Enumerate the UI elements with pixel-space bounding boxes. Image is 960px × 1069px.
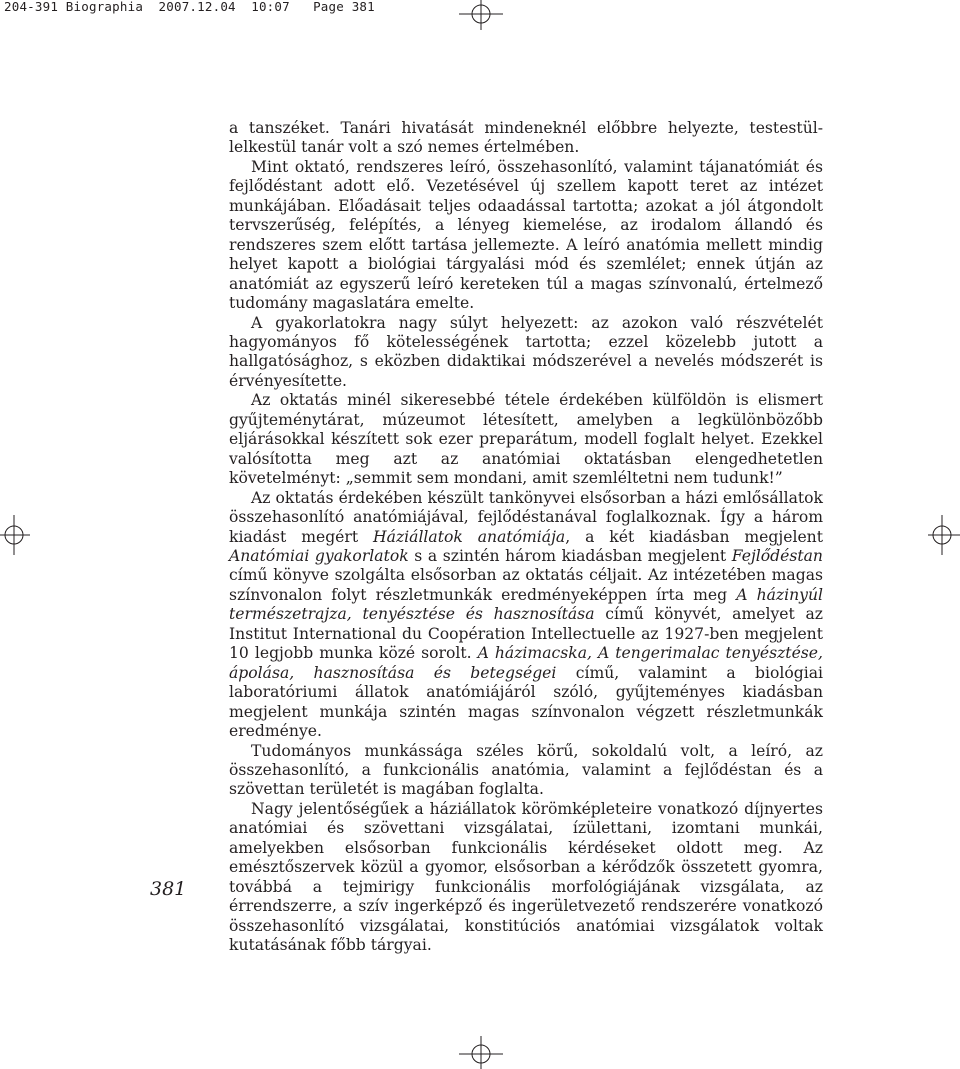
text-run: című, valamint a biológiai laboratóriumi állatok anatómiájáról szóló, gyűjteményes kiadásban megjelent munkája szintén magas színvonalon végzett részletmunkák eredménye. — [229, 663, 823, 741]
text-run: Mint oktató, rendszeres leíró, összehasonlító, valamint tájanatómiát és fejlődéstant adott elő. Vezetésével új szellem kapott teret az intézet munkájában. Előadásait teljes odaadással tartotta; azokat a jól átgondolt tervszerűség, felépítés, a lényeg kiemelése, az irodalom állandó és rendszeres szem előtt tartása jellemezte. A leíró anatómia mellett mindig helyet kapott a biológiai tárgyalási mód és szemlélet; ennek útján az anatómiát az egyszerű leíró kereteken túl a magas színvonalú, értelmező tudomány magaslatára emelte. — [229, 157, 823, 313]
paragraph — [229, 489, 823, 742]
paragraph — [229, 119, 823, 158]
page-number: 381 — [150, 878, 187, 900]
italic-title: A házimacska, A tengerimalac tenyésztése, ápolása, hasznosítása és betegségei — [229, 644, 823, 682]
text-run: s a szintén három kiadásban megjelent — [408, 546, 732, 565]
italic-title: Fejlődéstan — [731, 546, 823, 565]
slug-file: 204-391 Biographia — [4, 0, 144, 14]
paragraph — [229, 800, 823, 956]
paragraph — [229, 742, 823, 800]
slug-time: 10:07 — [251, 0, 290, 14]
italic-title: Háziállatok anatómiája — [373, 527, 566, 546]
paragraph — [229, 158, 823, 314]
printer-slug — [4, 0, 375, 14]
text-run: , a két kiadásban megjelent — [565, 527, 823, 546]
text-run: A gyakorlatokra nagy súlyt helyezett: az azokon való részvételét hagyományos fő kötelességének tartotta; ezzel közelebb jutott a hallgatósághoz, s eközben didaktikai módszerével a nevelés módszerét is érvényesítette. — [229, 313, 823, 390]
text-run: Az oktatás érdekében készült tankönyvei elsősorban a házi emlősállatok összehasonlító anatómiájával, fejlődéstanával foglalkoznak. Így a három kiadást megért — [229, 488, 823, 546]
paragraph — [229, 314, 823, 392]
text-run: Az oktatás minél sikeresebbé tétele érdekében külföldön is elismert gyűjteménytárat, múzeumot létesített, amelyben a legkülönbözőbb eljárásokkal készített sok ezer preparátum, modell foglalt helyet. Ezekkel valósította meg azt az anatómiai oktatásban elengedhetetlen követelményt: „semmit sem mondani, amit szemléltetni nem tudunk!” — [229, 391, 823, 488]
registration-mark-right — [928, 515, 960, 555]
text-run: a tanszéket. Tanári hivatását mindeneknél előbbre helyezte, testestül-lelkestül tanár volt a szó nemes értelmében. — [229, 119, 823, 157]
text-run: Nagy jelentőségűek a háziállatok körömképleteire vonatkozó díjnyertes anatómiai és szövettani vizsgálatai, ízülettani, izomtani munkái, amelyekben elsősorban funkcionális kérdéseket oldott meg. Az emésztőszervek közül a gyomor, elsősorban a kérődzők összetett gyomra, továbbá a tejmirigy funkcionális morfológiájának vizsgálata, az érrendszerre, a szív ingerképző és ingerületvezető rendszerére vonatkozó összehasonlító vizsgálatai, konstitúciós anatómiai vizsgálatok voltak kutatásának főbb tárgyai. — [229, 799, 823, 955]
italic-title: A házinyúl természetrajza, tenyésztése és hasznosítása — [229, 585, 823, 624]
text-run: Tudományos munkássága széles körű, sokoldalú volt, a leíró, az összehasonlító, a funkcionális anatómia, valamint a fejlődéstan és a szövettan területét is magában foglalta. — [229, 741, 823, 799]
registration-mark-bottom — [459, 1036, 503, 1069]
text-run: című könyvét, amelyet az Institut International du Coopération Intellectuelle az 1927-ben megjelent 10 legjobb munka közé sorolt. — [229, 605, 823, 663]
italic-title: Anatómiai gyakorlatok — [229, 546, 409, 565]
slug-date: 2007.12.04 — [158, 0, 236, 14]
paragraph — [229, 391, 823, 488]
text-run: című könyve szolgálta elsősorban az oktatás céljait. Az intézetében magas színvonalon folyt részletmunkák eredményeképpen írta meg — [229, 566, 823, 604]
body-text — [229, 119, 823, 955]
registration-mark-top — [459, 0, 503, 30]
slug-page: Page 381 — [313, 0, 375, 14]
registration-mark-left — [0, 515, 30, 555]
